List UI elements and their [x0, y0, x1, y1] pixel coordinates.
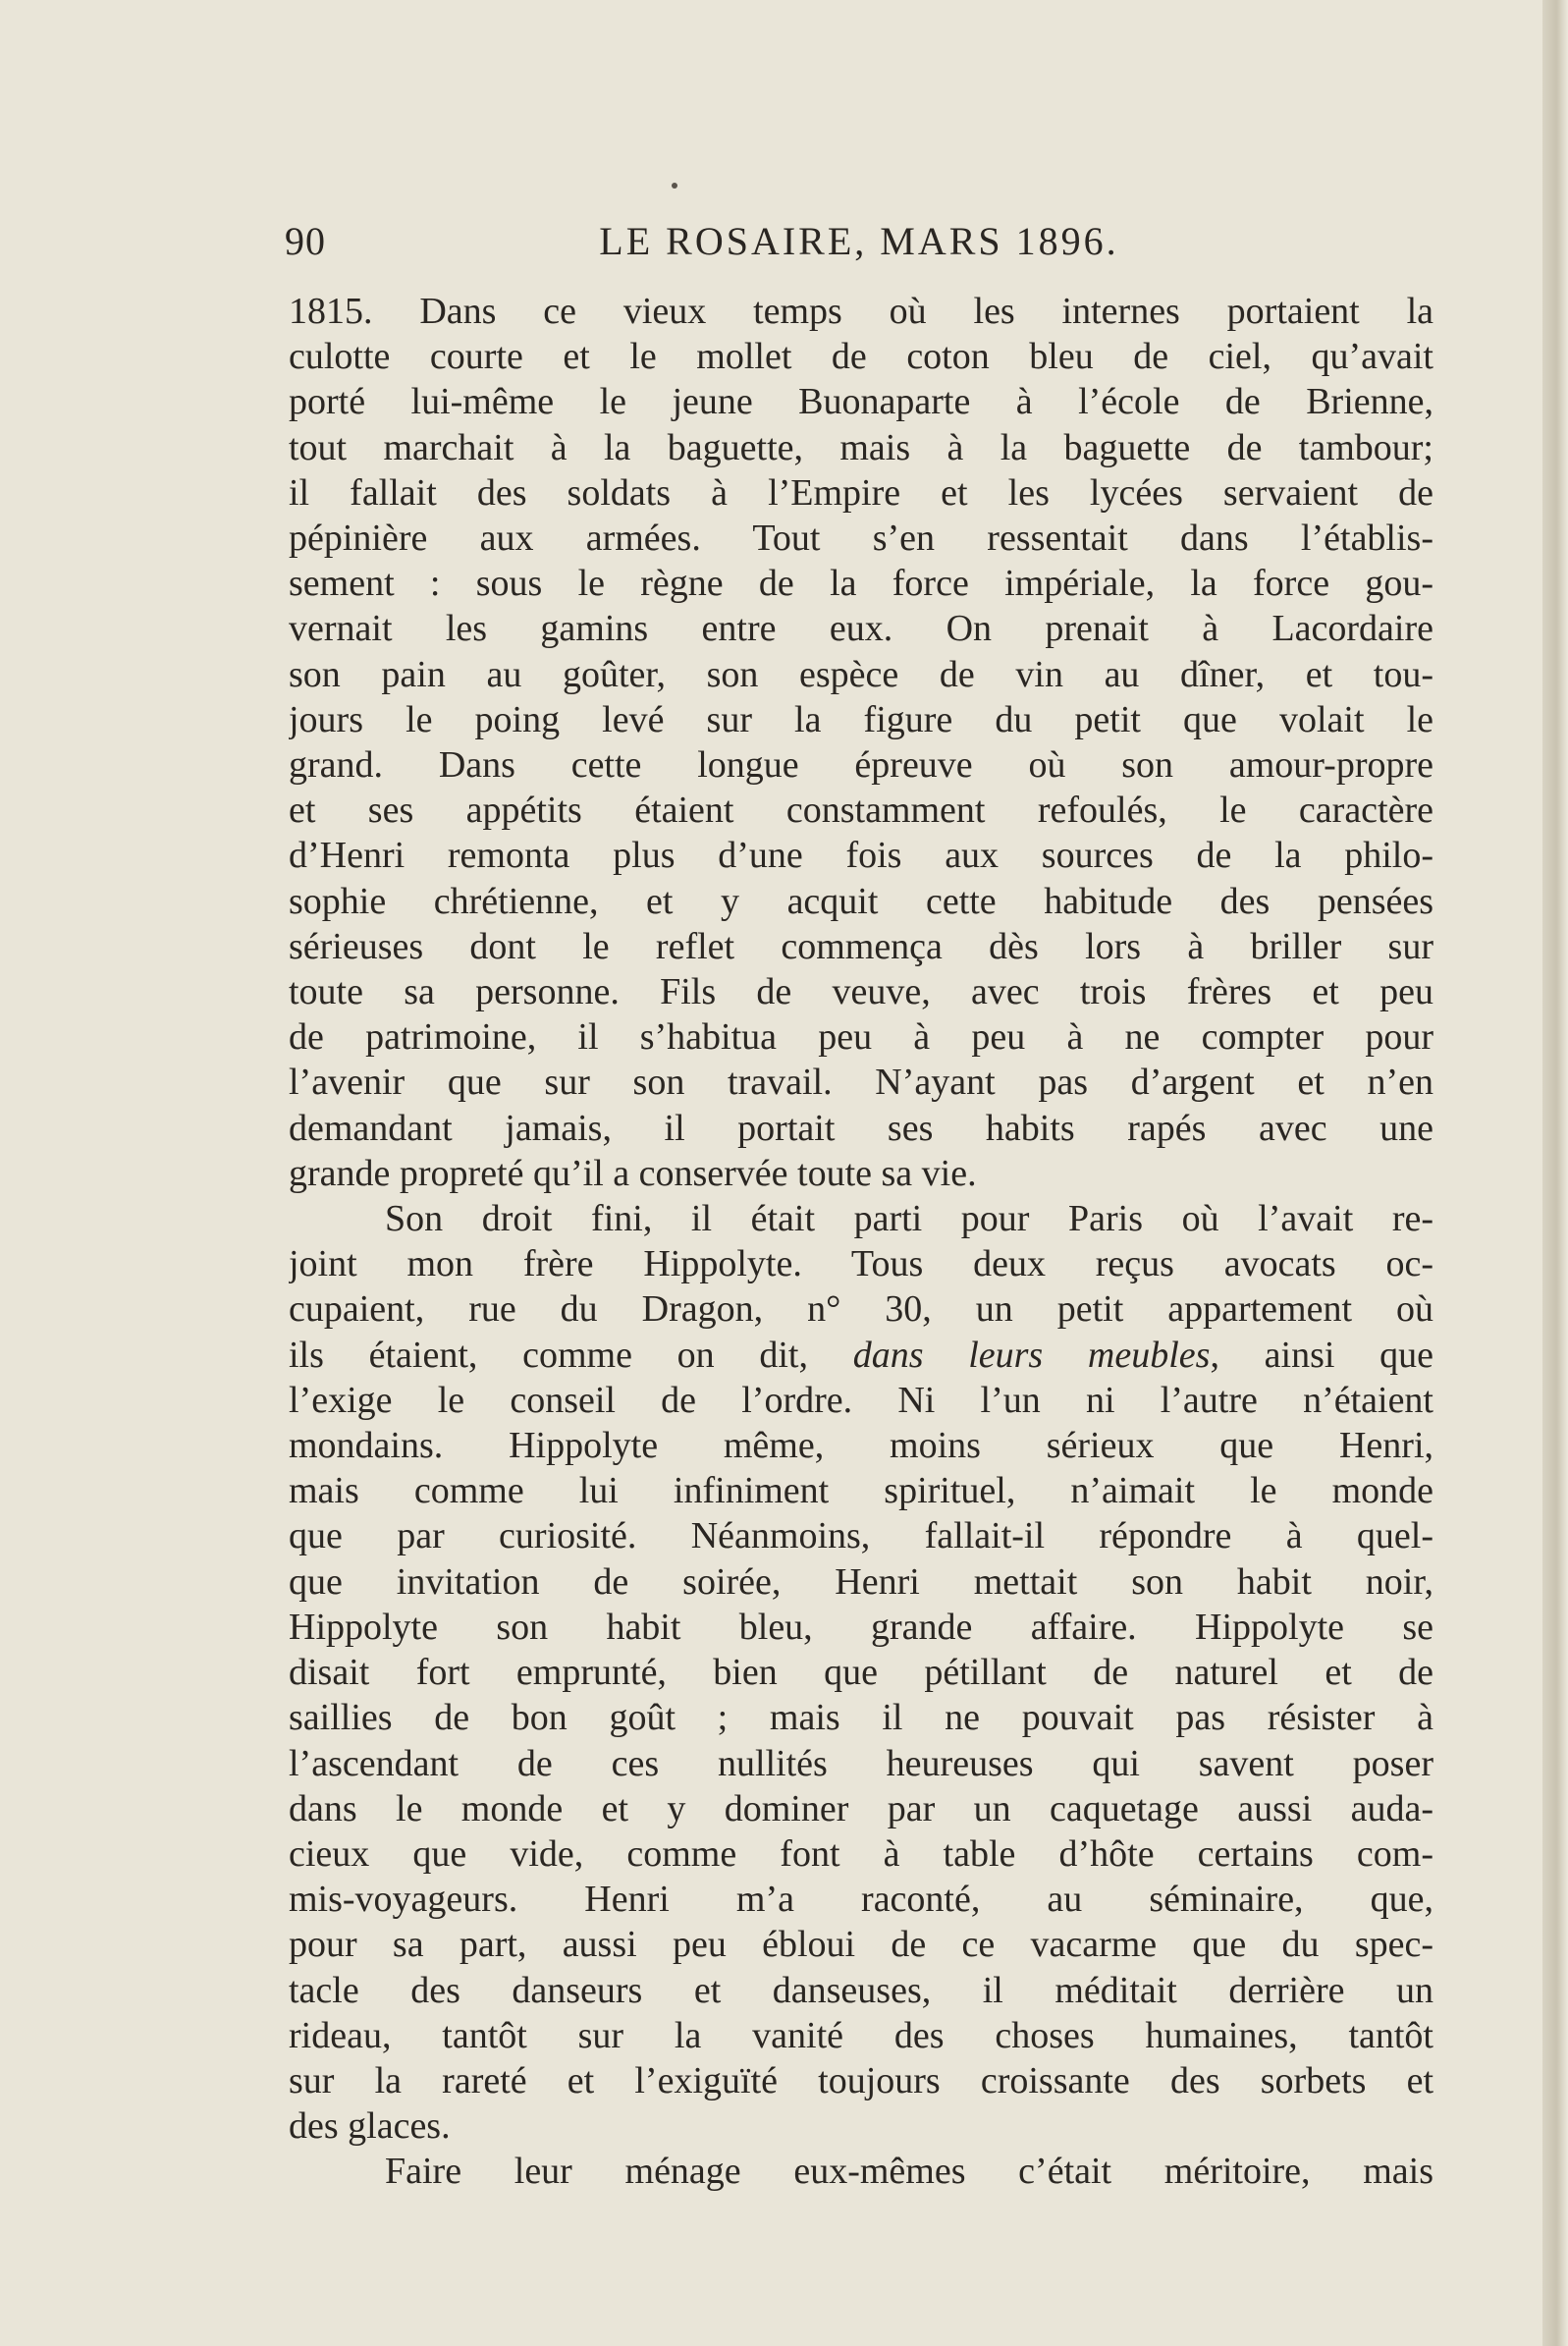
page-number: 90 — [285, 219, 326, 263]
text-line: de patrimoine, il s’habitua peu à peu à ne compter pour — [289, 1016, 1433, 1059]
text-line: mis-voyageurs. Henri m’a raconté, au séminaire, que, — [289, 1879, 1433, 1921]
text-line: porté lui-même le jeune Buonaparte à l’école de Brienne, — [289, 381, 1433, 423]
text-line-with-italic — [289, 1333, 1433, 1378]
text-line: cieux que vide, comme font à table d’hôte certains com- — [289, 1832, 1433, 1875]
page-header — [285, 218, 1433, 277]
italic-phrase: dans leurs meubles — [852, 1334, 1211, 1376]
text-line: l’ascendant de ces nullités heureuses qui savent poser — [289, 1742, 1433, 1784]
paragraph-end-line: des glaces. — [289, 2105, 451, 2148]
text-line: sophie chrétienne, et y acquit cette habitude des pensées — [289, 880, 1433, 922]
text-line: tout marchait à la baguette, mais à la baguette de tambour; — [289, 426, 1433, 468]
text-line: grand. Dans cette longue épreuve où son amour-propre — [289, 744, 1433, 787]
line-end: , ainsi que — [1210, 1334, 1433, 1376]
text-line: culotte courte et le mollet de coton bleu de ciel, qu’avait — [289, 336, 1433, 378]
text-line: dans le monde et y dominer par un caquetage aussi auda- — [289, 1787, 1433, 1829]
ink-speck — [672, 183, 677, 189]
text-line: joint mon frère Hippolyte. Tous deux reçus avocats oc- — [289, 1243, 1433, 1285]
text-line: mondains. Hippolyte même, moins sérieux que Henri, — [289, 1425, 1433, 1467]
line-start: ils étaient, comme on dit, — [289, 1334, 853, 1376]
page-edge — [1542, 0, 1568, 2346]
text-line: sérieuses dont le reflet commença dès lors à briller sur — [289, 925, 1433, 967]
text-line: sur la rareté et l’exiguïté toujours croissante des sorbets et — [289, 2059, 1433, 2101]
running-title: LE ROSAIRE, MARS 1896. — [599, 219, 1119, 263]
paragraph-start-line: Son droit fini, il était parti pour Paris où l’avait re- — [385, 1198, 1433, 1240]
paragraph-end-line: grande propreté qu’il a conservée toute sa vie. — [289, 1152, 977, 1194]
text-line: cupaient, rue du Dragon, n° 30, un petit appartement où — [289, 1288, 1433, 1331]
paragraph-start-line: Faire leur ménage eux-mêmes c’était méritoire, mais — [385, 2151, 1433, 2193]
text-line: pépinière aux armées. Tout s’en ressentait dans l’établis- — [289, 518, 1433, 560]
text-line: son pain au goûter, son espèce de vin au dîner, et tou- — [289, 653, 1433, 695]
text-line: d’Henri remonta plus d’une fois aux sources de la philo- — [289, 835, 1433, 877]
text-line: Hippolyte son habit bleu, grande affaire. Hippolyte se — [289, 1606, 1433, 1648]
text-line: et ses appétits étaient constamment refoulés, le caractère — [289, 790, 1433, 832]
text-line: jours le poing levé sur la figure du petit que volait le — [289, 698, 1433, 740]
text-line: que par curiosité. Néanmoins, fallait-il répondre à quel- — [289, 1515, 1433, 1557]
text-line: l’exige le conseil de l’ordre. Ni l’un ni l’autre n’étaient — [289, 1379, 1433, 1421]
text-line: mais comme lui infiniment spirituel, n’aimait le monde — [289, 1470, 1433, 1512]
body-text — [289, 289, 1433, 2195]
text-line: pour sa part, aussi peu ébloui de ce vacarme que du spec- — [289, 1924, 1433, 1966]
text-line: que invitation de soirée, Henri mettait son habit noir, — [289, 1560, 1433, 1603]
text-line: toute sa personne. Fils de veuve, avec trois frères et peu — [289, 971, 1433, 1013]
text-line: rideau, tantôt sur la vanité des choses humaines, tantôt — [289, 2014, 1433, 2056]
text-line: vernait les gamins entre eux. On prenait à Lacordaire — [289, 608, 1433, 650]
text-line: sement : sous le règne de la force impériale, la force gou- — [289, 563, 1433, 605]
text-line: l’avenir que sur son travail. N’ayant pas d’argent et n’en — [289, 1062, 1433, 1104]
text-line: 1815. Dans ce vieux temps où les internes portaient la — [289, 291, 1433, 332]
text-line: il fallait des soldats à l’Empire et les lycées servaient de — [289, 471, 1433, 514]
text-line: demandant jamais, il portait ses habits rapés avec une — [289, 1107, 1433, 1149]
text-line: tacle des danseurs et danseuses, il méditait derrière un — [289, 1969, 1433, 2011]
text-line: saillies de bon goût ; mais il ne pouvait pas résister à — [289, 1697, 1433, 1739]
text-line: disait fort emprunté, bien que pétillant de naturel et de — [289, 1652, 1433, 1694]
